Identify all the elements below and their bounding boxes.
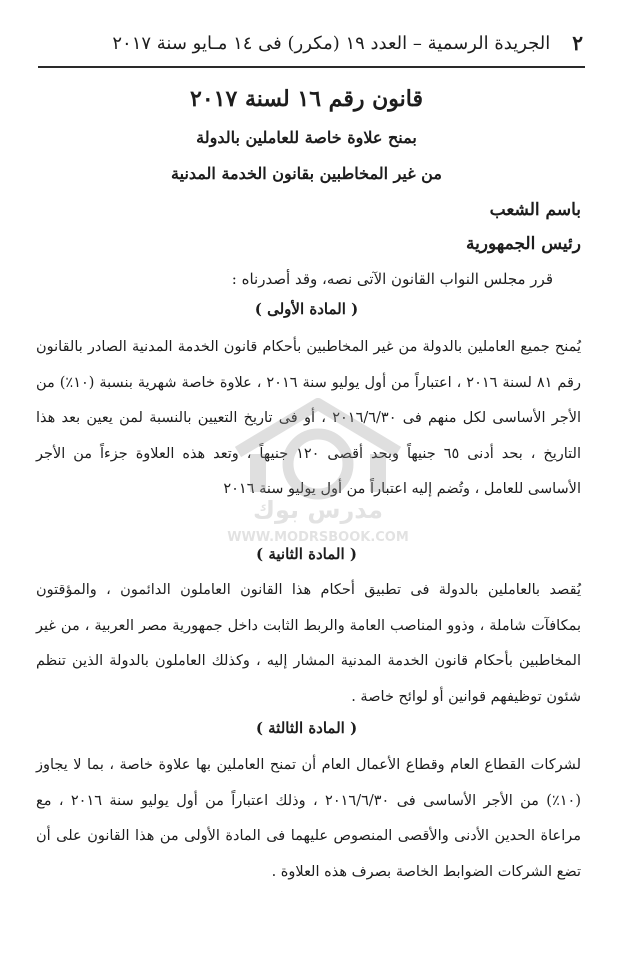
article-3-text: لشركات القطاع العام وقطاع الأعمال العام أن تمنح العاملين بها علاوة خاصة ، بما لا يجاوز (١٠٪) من الأجر الأساسى فى ٢٠١٦/٦/٣٠ ، وذلك اعتباراً من أول يوليو سنة ٢٠١٦ ، مع مراعاة الحدين الأدنى والأقصى المنصوص عليهما فى المادة الأولى من هذا القانون على أن تضع الشركات الضوابط الخاصة بصرف هذه العلاوة . <box>36 757 582 880</box>
watermark-brand: مدرس بوك <box>252 496 384 524</box>
running-header <box>38 28 583 58</box>
enactment-president: رئيس الجمهورية <box>465 234 581 254</box>
gazette-issue-line: الجريدة الرسمية – العدد ١٩ (مكرر) فى ١٤ مـايو سنة ٢٠١٧ <box>112 32 551 54</box>
article-2-text: يُقصد بالعاملين بالدولة فى تطبيق أحكام هذا القانون العاملون الدائمون ، والمؤقتون بمكافآت شاملة ، وذوو المناصب العامة والربط الثابت داخل جمهورية مصر العربية ، من غير المخاطبين بأحكام قانون الخدمة المدنية المشار إليه ، وكذلك العاملون بالدولة الذين تنظم شئون توظيفهم قوانين أو لوائح خاصة . <box>36 582 581 705</box>
article-2-heading: ( المادة الثانية ) <box>256 545 357 563</box>
watermark-url: WWW.MODRSBOOK.COM <box>227 530 409 545</box>
header-rule <box>38 66 585 68</box>
enactment-people: باسم الشعب <box>489 200 581 220</box>
law-subtitle-line-2: من غير المخاطبين بقانون الخدمة المدنية <box>171 164 442 183</box>
law-title: قانون رقم ١٦ لسنة ٢٠١٧ <box>190 86 423 112</box>
article-1-heading: ( المادة الأولى ) <box>254 300 359 318</box>
page-number: ٢ <box>572 31 583 55</box>
law-subtitle-line-1: بمنح علاوة خاصة للعاملين بالدولة <box>196 128 417 147</box>
article-1-text: يُمنح جميع العاملين بالدولة من غير المخاطبين بأحكام قانون الخدمة المدنية الصادر بالقانون رقم ٨١ لسنة ٢٠١٦ ، اعتباراً من أول يوليو سنة ٢٠١٦ ، علاوة خاصة شهرية بنسبة (١٠٪) من الأجر الأساسى لكل منهم فى ٢٠١٦/٦/٣٠ ، أو فى تاريخ التعيين بالنسبة لمن يعين بعد هذا التاريخ ، بحد أدنى ٦٥ جنيهاً وبحد أقصى ١٢٠ جنيهاً ، وتعد هذه العلاوة جزءاً من الأجر الأساسى للعامل ، وتُضم إليه اعتباراً من أول يوليو سنة ٢٠١٦ <box>36 339 581 498</box>
enactment-intro: قرر مجلس النواب القانون الآتى نصه، وقد أصدرناه : <box>231 270 553 288</box>
article-3-heading: ( المادة الثالثة ) <box>255 719 358 737</box>
